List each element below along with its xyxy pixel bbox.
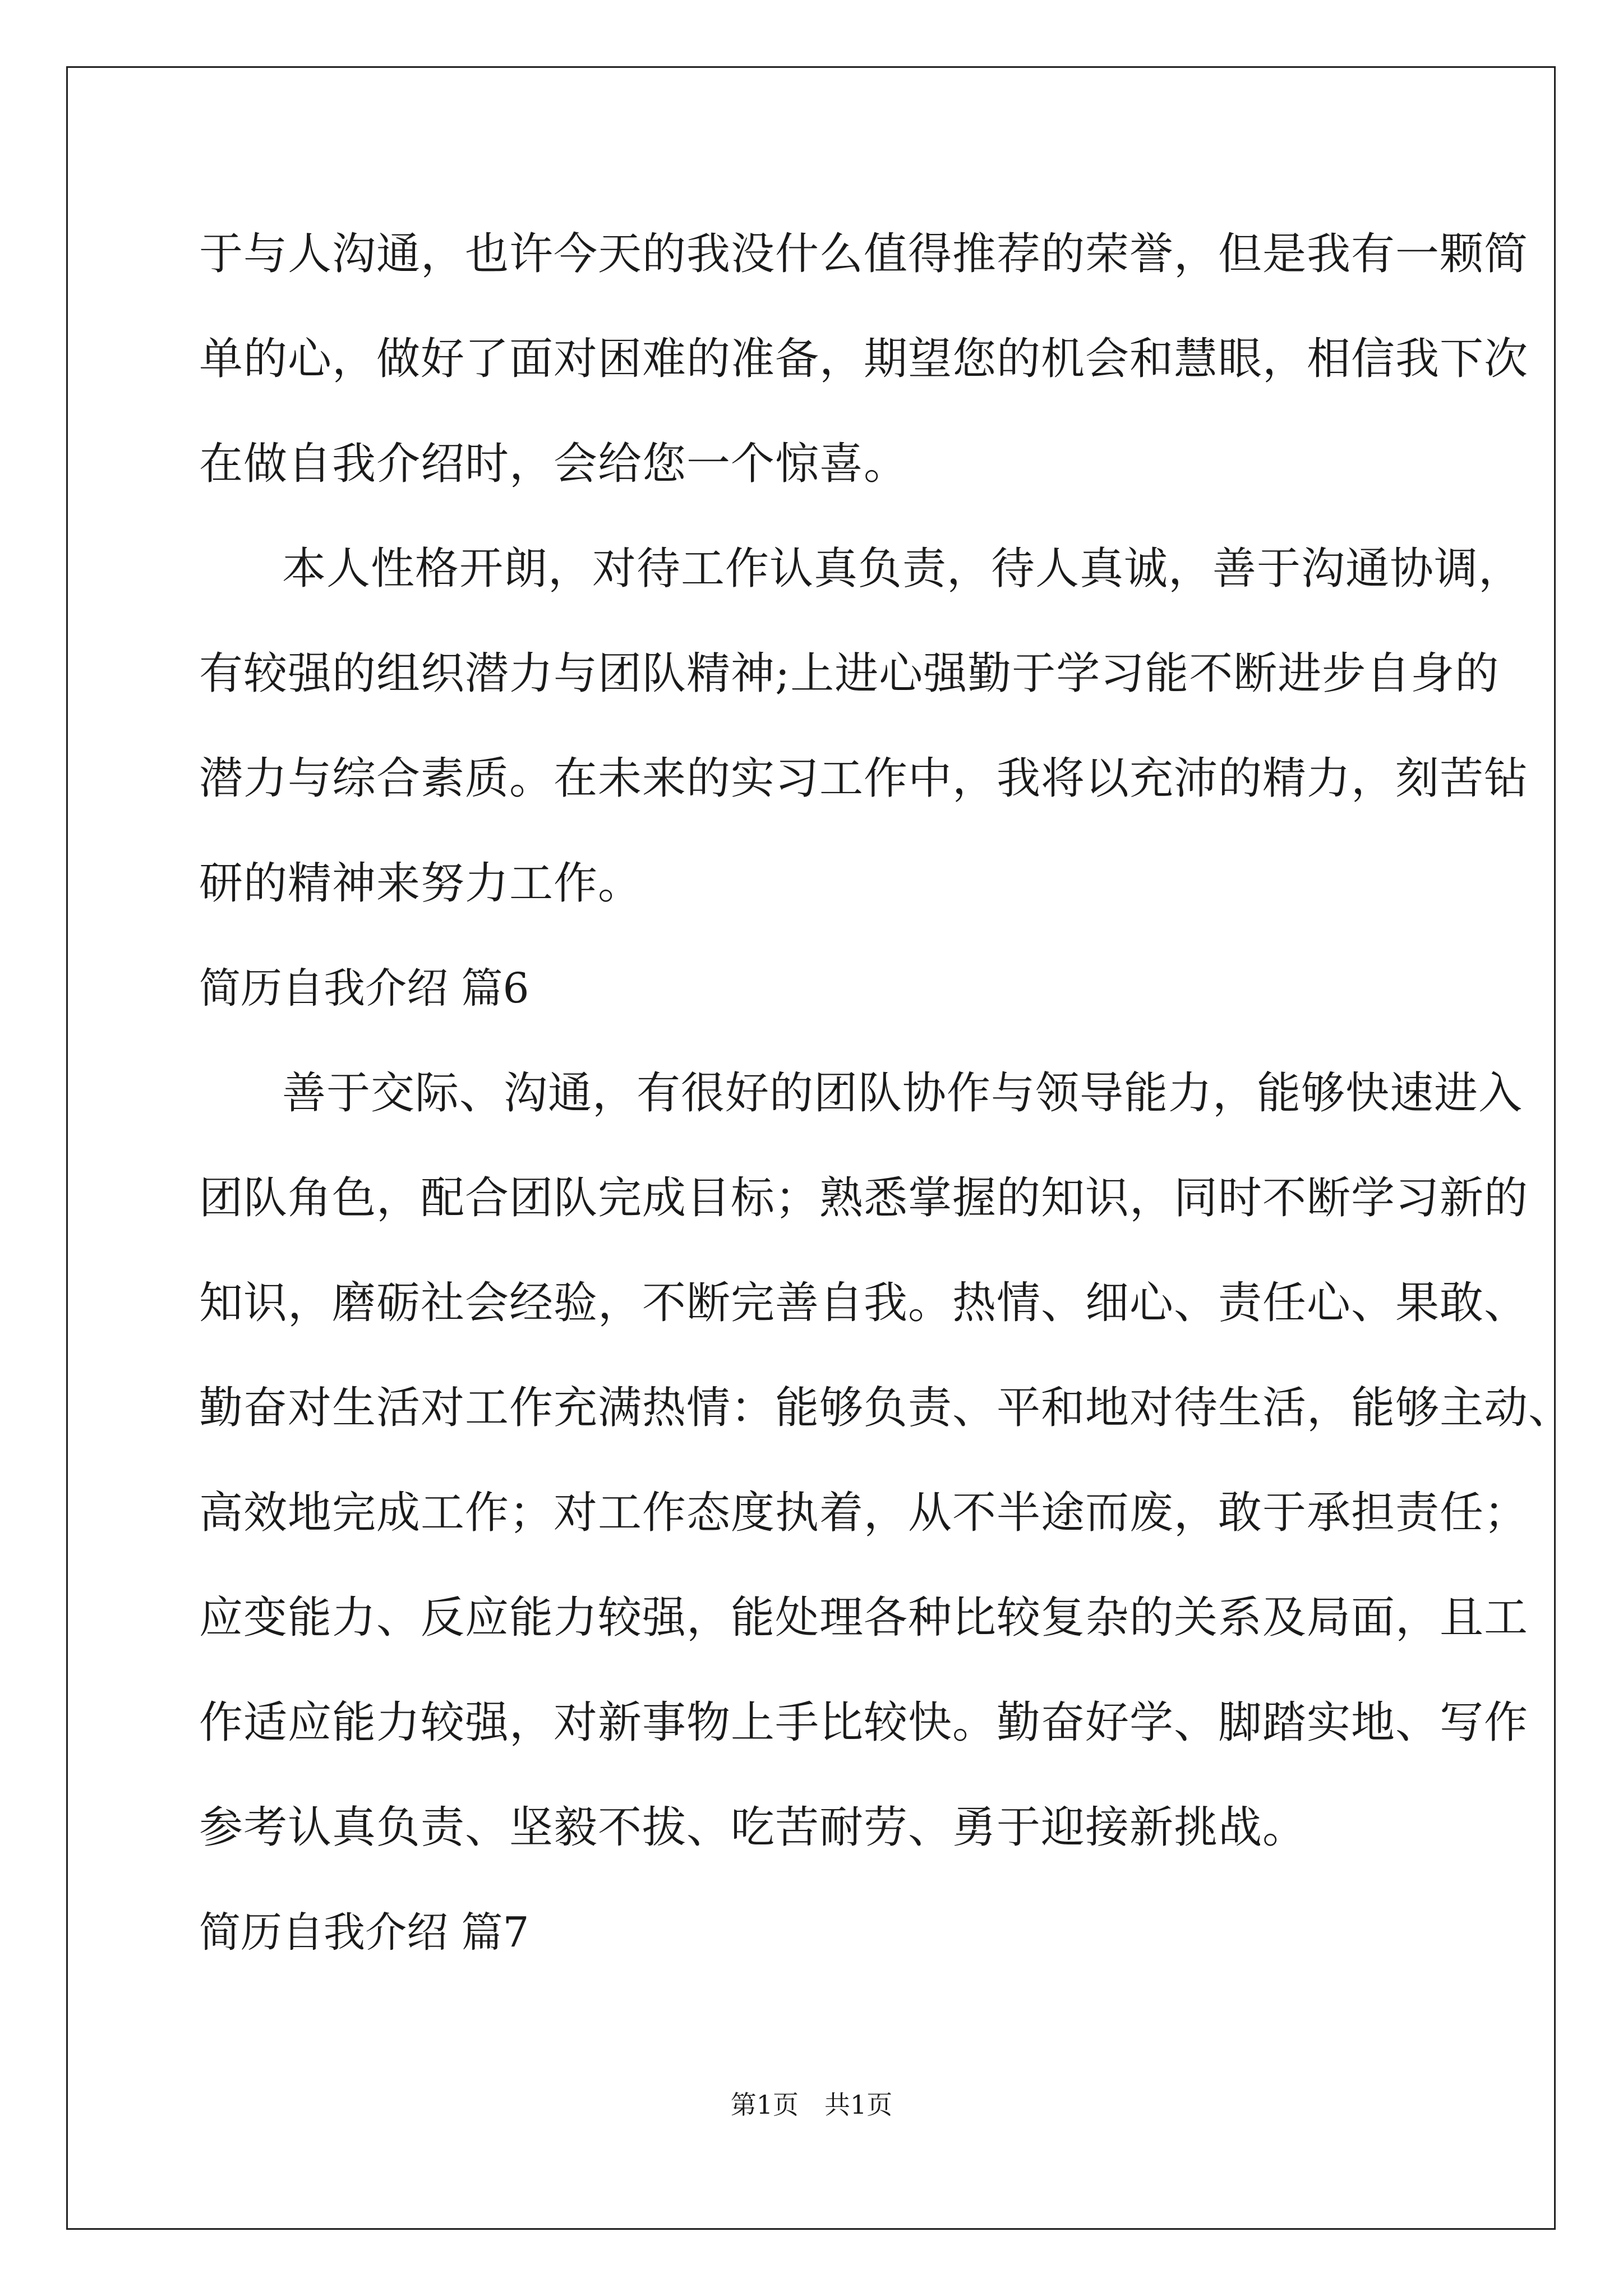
page-footer <box>0 2088 1623 2122</box>
text-line: 参考认真负责、坚毅不拔、吃苦耐劳、勇于迎接新挑战。 <box>199 1802 1307 1853</box>
document-body <box>199 202 1573 1985</box>
text-line: 单的心，做好了面对困难的准备，期望您的机会和慧眼，相信我下次 <box>199 334 1529 384</box>
text-line: 研的精神来努力工作。 <box>199 858 643 909</box>
paragraph-skills <box>199 1041 1573 1880</box>
text-line: 本人性格开朗，对待工作认真负责，待人真诚，善于沟通协调， <box>282 544 1523 594</box>
text-line: 在做自我介绍时，会给您一个惊喜。 <box>199 439 909 489</box>
section-heading-7: 简历自我介绍 篇7 <box>199 1908 529 1957</box>
text-line: 勤奋对生活对工作充满热情：能够负责、平和地对待生活，能够主动、 <box>199 1383 1573 1433</box>
text-line: 有较强的组织潜力与团队精神;上进心强勤于学习能不断进步自身的 <box>199 648 1500 699</box>
section-heading-6: 简历自我介绍 篇6 <box>199 964 529 1013</box>
text-line: 善于交际、沟通，有很好的团队协作与领导能力，能够快速进入 <box>282 1068 1523 1119</box>
page-number: 第1页 共1页 <box>730 2090 893 2120</box>
text-line: 知识，磨砺社会经验，不断完善自我。热情、细心、责任心、果敢、 <box>199 1278 1529 1328</box>
text-line: 作适应能力较强，对新事物上手比较快。勤奋好学、脚踏实地、写作 <box>199 1697 1529 1748</box>
paragraph-personality <box>199 517 1529 936</box>
text-line: 潜力与综合素质。在未来的实习工作中，我将以充沛的精力，刻苦钻 <box>199 753 1529 804</box>
text-line: 于与人沟通，也许今天的我没什么值得推荐的荣誉，但是我有一颗简 <box>199 229 1529 279</box>
text-line: 团队角色，配合团队完成目标；熟悉掌握的知识，同时不断学习新的 <box>199 1173 1529 1223</box>
paragraph-continued <box>199 202 1529 517</box>
text-line: 应变能力、反应能力较强，能处理各种比较复杂的关系及局面，且工 <box>199 1593 1529 1643</box>
text-line: 高效地完成工作；对工作态度执着，从不半途而废，敢于承担责任； <box>199 1488 1529 1538</box>
